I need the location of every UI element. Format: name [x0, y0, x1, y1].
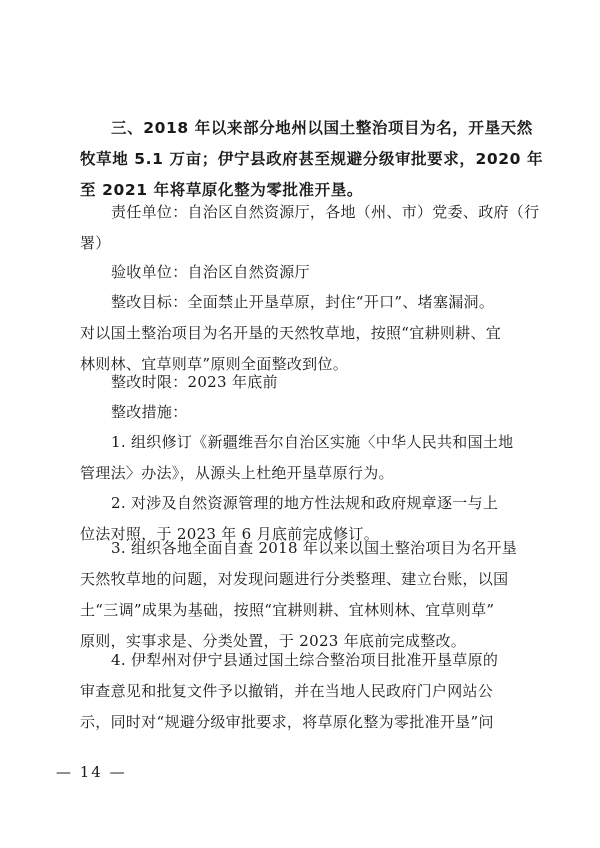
goal-line: 对以国土整治项目为名开垦的天然牧草地，按照“宜耕则耕、宜 — [80, 324, 502, 342]
acceptance-line: 验收单位：自治区自然资源厅 — [111, 263, 310, 281]
heading-line: 至 2021 年将草原化整为零批准开垦。 — [80, 181, 363, 199]
measure-line: 3. 组织各地全面自查 2018 年以来以国土整治项目为名开垦 — [111, 539, 518, 557]
measure-line: 原则，实事求是、分类处置，于 2023 年底前完成整改。 — [80, 632, 467, 650]
measure-line: 天然牧草地的问题，对发现问题进行分类整理、建立台账，以国 — [80, 570, 509, 588]
rectification-deadline — [80, 367, 525, 398]
measures-label — [80, 397, 525, 428]
measure-1 — [80, 427, 525, 489]
measure-line: 4. 伊犁州对伊宁县通过国土综合整治项目批准开垦草原的 — [111, 651, 499, 669]
measure-3 — [80, 533, 525, 657]
measure-line: 2. 对涉及自然资源管理的地方性法规和政府规章逐一与上 — [111, 494, 499, 512]
goal-line: 林则林、宜草则草”原则全面整改到位。 — [80, 355, 349, 373]
responsible-units — [80, 197, 540, 259]
measures-label-line: 整改措施： — [111, 403, 188, 421]
measure-line: 审查意见和批复文件予以撤销，并在当地人民政府门户网站公 — [80, 682, 494, 700]
measure-4 — [80, 645, 525, 738]
page-number: — 14 — — [56, 763, 127, 781]
measure-line: 管理法〉办法》，从源头上杜绝开垦草原行为。 — [80, 464, 394, 482]
measure-line: 土“三调”成果为基础，按照“宜耕则耕、宜林则林、宜草则草” — [80, 601, 495, 619]
heading-line: 牧草地 5.1 万亩；伊宁县政府甚至规避分级审批要求，2020 年 — [80, 150, 544, 168]
measure-line: 1. 组织修订《新疆维吾尔自治区实施〈中华人民共和国土地 — [111, 433, 514, 451]
heading-line: 三、2018 年以来部分地州以国土整治项目为名，开垦天然 — [111, 119, 533, 137]
acceptance-unit — [80, 257, 525, 288]
deadline-line: 整改时限：2023 年底前 — [111, 373, 278, 391]
goal-line: 整改目标：全面禁止开垦草原，封住“开口”、堵塞漏洞。 — [111, 293, 495, 311]
measure-line: 位法对照，于 2023 年 6 月底前完成修订。 — [80, 525, 379, 543]
measure-line: 示，同时对“规避分级审批要求，将草原化整为零批准开垦”问 — [80, 713, 494, 731]
issue-heading — [80, 113, 544, 206]
responsible-line: 责任单位：自治区自然资源厅，各地（州、市）党委、政府（行 — [111, 203, 540, 221]
responsible-line: 署） — [80, 234, 111, 252]
